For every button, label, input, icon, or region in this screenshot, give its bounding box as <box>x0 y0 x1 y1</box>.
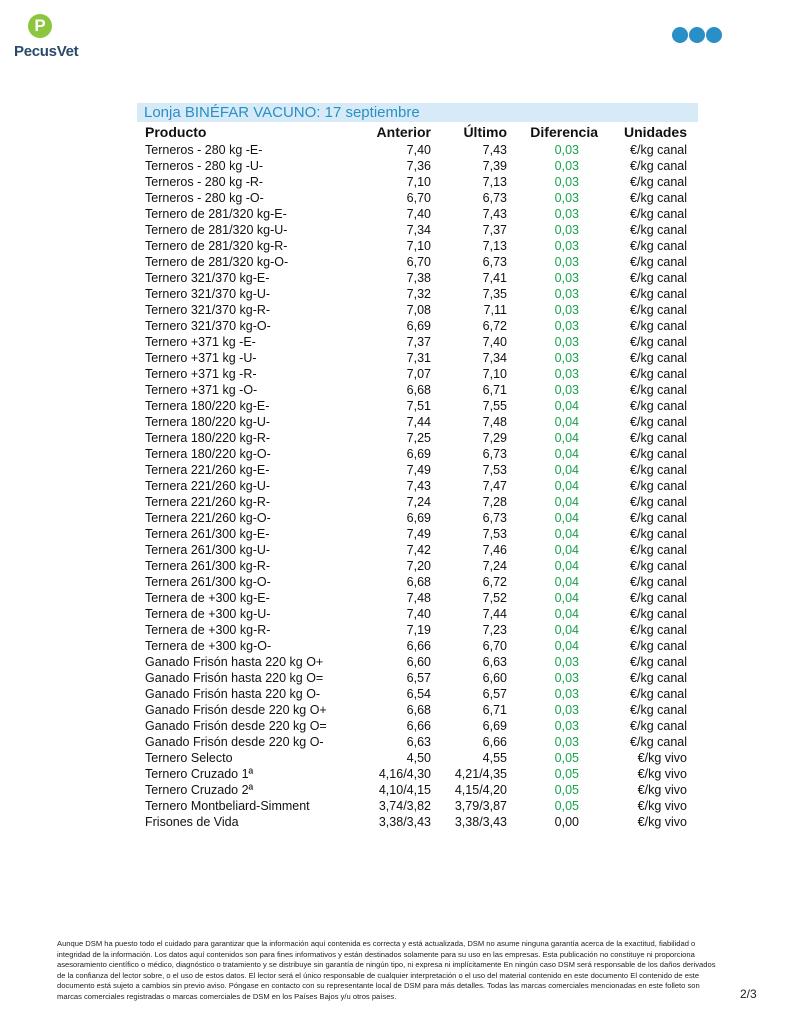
previous-price-cell: 7,37 <box>406 335 431 349</box>
units-cell: €/kg canal <box>630 255 687 269</box>
table-row <box>0 734 791 750</box>
difference-cell: 0,04 <box>554 639 579 653</box>
difference-cell: 0,03 <box>554 719 579 733</box>
units-cell: €/kg canal <box>630 607 687 621</box>
latest-price-cell: 6,73 <box>482 191 507 205</box>
table-row <box>0 366 791 382</box>
difference-cell: 0,04 <box>554 575 579 589</box>
difference-cell: 0,03 <box>554 159 579 173</box>
units-cell: €/kg canal <box>630 623 687 637</box>
latest-price-cell: 6,71 <box>482 383 507 397</box>
previous-price-cell: 7,10 <box>406 175 431 189</box>
previous-price-cell: 7,42 <box>406 543 431 557</box>
previous-price-cell: 7,49 <box>406 527 431 541</box>
latest-price-cell: 7,46 <box>482 543 507 557</box>
latest-price-cell: 6,72 <box>482 575 507 589</box>
dsm-dots-icon <box>672 27 722 43</box>
latest-price-cell: 7,43 <box>482 143 507 157</box>
units-cell: €/kg canal <box>630 655 687 669</box>
units-cell: €/kg canal <box>630 719 687 733</box>
product-cell: Ternero 321/370 kg-R- <box>145 303 271 317</box>
dot-icon <box>689 27 705 43</box>
previous-price-cell: 7,40 <box>406 607 431 621</box>
difference-cell: 0,03 <box>554 319 579 333</box>
table-row <box>0 142 791 158</box>
table-row <box>0 814 791 830</box>
logo-text: PecusVet <box>14 43 79 60</box>
difference-cell: 0,04 <box>554 527 579 541</box>
difference-cell: 0,03 <box>554 175 579 189</box>
latest-price-cell: 6,57 <box>482 687 507 701</box>
logo-mark-letter: P <box>34 16 46 35</box>
product-cell: Ternera 221/260 kg-O- <box>145 511 271 525</box>
product-cell: Ternera de +300 kg-R- <box>145 623 271 637</box>
latest-price-cell: 6,73 <box>482 447 507 461</box>
table-row <box>0 702 791 718</box>
latest-price-cell: 7,13 <box>482 239 507 253</box>
table-row <box>0 318 791 334</box>
previous-price-cell: 6,66 <box>406 639 431 653</box>
product-cell: Ganado Frisón hasta 220 kg O+ <box>145 655 324 669</box>
difference-cell: 0,03 <box>554 687 579 701</box>
previous-price-cell: 7,49 <box>406 463 431 477</box>
difference-cell: 0,03 <box>554 383 579 397</box>
units-cell: €/kg canal <box>630 175 687 189</box>
previous-price-cell: 7,36 <box>406 159 431 173</box>
latest-price-cell: 6,72 <box>482 319 507 333</box>
latest-price-cell: 7,28 <box>482 495 507 509</box>
latest-price-cell: 4,55 <box>482 751 507 765</box>
table-row <box>0 750 791 766</box>
table-row <box>0 638 791 654</box>
units-cell: €/kg canal <box>630 671 687 685</box>
table-row <box>0 206 791 222</box>
latest-price-cell: 6,71 <box>482 703 507 717</box>
previous-price-cell: 6,70 <box>406 191 431 205</box>
table-row <box>0 510 791 526</box>
previous-price-cell: 3,74/3,82 <box>378 799 431 813</box>
logo-mark-icon <box>28 14 52 38</box>
latest-price-cell: 7,13 <box>482 175 507 189</box>
column-header-units: Unidades <box>623 124 687 140</box>
table-row <box>0 174 791 190</box>
pecusvet-logo <box>14 14 84 64</box>
table-row <box>0 622 791 638</box>
previous-price-cell: 6,60 <box>406 655 431 669</box>
product-cell: Ternero de 281/320 kg-U- <box>145 223 288 237</box>
difference-cell: 0,03 <box>554 367 579 381</box>
previous-price-cell: 7,48 <box>406 591 431 605</box>
table-row <box>0 606 791 622</box>
product-cell: Ternera de +300 kg-E- <box>145 591 270 605</box>
table-row <box>0 686 791 702</box>
difference-cell: 0,03 <box>554 207 579 221</box>
latest-price-cell: 3,79/3,87 <box>454 799 507 813</box>
product-cell: Ternero 321/370 kg-U- <box>145 287 271 301</box>
previous-price-cell: 6,63 <box>406 735 431 749</box>
product-cell: Ternera 221/260 kg-R- <box>145 495 271 509</box>
units-cell: €/kg canal <box>630 479 687 493</box>
product-cell: Ternero +371 kg -O- <box>145 383 258 397</box>
latest-price-cell: 7,11 <box>483 303 507 317</box>
previous-price-cell: 7,20 <box>406 559 431 573</box>
table-row <box>0 526 791 542</box>
units-cell: €/kg canal <box>630 543 687 557</box>
table-row <box>0 766 791 782</box>
difference-cell: 0,05 <box>554 751 579 765</box>
latest-price-cell: 7,35 <box>482 287 507 301</box>
difference-cell: 0,04 <box>554 447 579 461</box>
previous-price-cell: 7,44 <box>406 415 431 429</box>
previous-price-cell: 6,68 <box>406 575 431 589</box>
previous-price-cell: 7,38 <box>406 271 431 285</box>
units-cell: €/kg canal <box>630 351 687 365</box>
difference-cell: 0,03 <box>554 655 579 669</box>
table-row <box>0 782 791 798</box>
difference-cell: 0,05 <box>554 767 579 781</box>
previous-price-cell: 6,68 <box>406 703 431 717</box>
previous-price-cell: 7,43 <box>406 479 431 493</box>
units-cell: €/kg vivo <box>637 767 687 781</box>
units-cell: €/kg vivo <box>637 751 687 765</box>
table-row <box>0 414 791 430</box>
latest-price-cell: 6,73 <box>482 255 507 269</box>
units-cell: €/kg canal <box>630 287 687 301</box>
difference-cell: 0,04 <box>554 623 579 637</box>
difference-cell: 0,03 <box>554 735 579 749</box>
units-cell: €/kg canal <box>630 271 687 285</box>
table-row <box>0 302 791 318</box>
table-row <box>0 238 791 254</box>
units-cell: €/kg canal <box>630 207 687 221</box>
table-row <box>0 670 791 686</box>
difference-cell: 0,04 <box>554 479 579 493</box>
units-cell: €/kg canal <box>630 335 687 349</box>
latest-price-cell: 7,37 <box>482 223 507 237</box>
product-cell: Ternero +371 kg -R- <box>145 367 257 381</box>
difference-cell: 0,03 <box>554 671 579 685</box>
dot-icon <box>672 27 688 43</box>
units-cell: €/kg canal <box>630 303 687 317</box>
latest-price-cell: 7,34 <box>482 351 507 365</box>
table-row <box>0 446 791 462</box>
latest-price-cell: 7,52 <box>482 591 507 605</box>
product-cell: Ternero 321/370 kg-O- <box>145 319 271 333</box>
table-title: Lonja BINÉFAR VACUNO: 17 septiembre <box>144 104 420 121</box>
product-cell: Ternera 180/220 kg-R- <box>145 431 271 445</box>
units-cell: €/kg canal <box>630 639 687 653</box>
latest-price-cell: 6,60 <box>482 671 507 685</box>
latest-price-cell: 7,41 <box>482 271 507 285</box>
units-cell: €/kg canal <box>630 367 687 381</box>
previous-price-cell: 7,10 <box>406 239 431 253</box>
units-cell: €/kg canal <box>630 527 687 541</box>
table-row <box>0 398 791 414</box>
difference-cell: 0,03 <box>554 191 579 205</box>
product-cell: Ganado Frisón hasta 220 kg O- <box>145 687 321 701</box>
product-cell: Ganado Frisón desde 220 kg O= <box>145 719 327 733</box>
product-cell: Terneros - 280 kg -E- <box>145 143 263 157</box>
previous-price-cell: 6,69 <box>406 447 431 461</box>
previous-price-cell: 3,38/3,43 <box>378 815 431 829</box>
previous-price-cell: 7,51 <box>406 399 431 413</box>
difference-cell: 0,03 <box>554 351 579 365</box>
latest-price-cell: 6,70 <box>482 639 507 653</box>
difference-cell: 0,04 <box>554 399 579 413</box>
latest-price-cell: 6,73 <box>482 511 507 525</box>
units-cell: €/kg canal <box>630 191 687 205</box>
table-row <box>0 542 791 558</box>
product-cell: Ternero de 281/320 kg-R- <box>145 239 288 253</box>
table-row <box>0 222 791 238</box>
difference-cell: 0,04 <box>554 511 579 525</box>
latest-price-cell: 7,53 <box>482 463 507 477</box>
table-row <box>0 430 791 446</box>
product-cell: Ternero +371 kg -U- <box>145 351 257 365</box>
column-header-difference: Diferencia <box>530 124 598 140</box>
units-cell: €/kg canal <box>630 575 687 589</box>
product-cell: Ternera de +300 kg-U- <box>145 607 271 621</box>
product-cell: Ganado Frisón desde 220 kg O+ <box>145 703 327 717</box>
previous-price-cell: 6,66 <box>406 719 431 733</box>
page-number: 2/3 <box>740 987 757 1001</box>
difference-cell: 0,03 <box>554 271 579 285</box>
units-cell: €/kg canal <box>630 431 687 445</box>
previous-price-cell: 6,68 <box>406 383 431 397</box>
units-cell: €/kg canal <box>630 703 687 717</box>
product-cell: Ternera de +300 kg-O- <box>145 639 272 653</box>
latest-price-cell: 3,38/3,43 <box>454 815 507 829</box>
product-cell: Terneros - 280 kg -U- <box>145 159 264 173</box>
units-cell: €/kg canal <box>630 223 687 237</box>
difference-cell: 0,03 <box>554 143 579 157</box>
table-row <box>0 718 791 734</box>
latest-price-cell: 6,66 <box>482 735 507 749</box>
difference-cell: 0,05 <box>554 783 579 797</box>
units-cell: €/kg vivo <box>637 783 687 797</box>
latest-price-cell: 6,69 <box>482 719 507 733</box>
units-cell: €/kg canal <box>630 495 687 509</box>
previous-price-cell: 4,16/4,30 <box>378 767 431 781</box>
previous-price-cell: 4,50 <box>406 751 431 765</box>
latest-price-cell: 7,44 <box>482 607 507 621</box>
previous-price-cell: 6,69 <box>406 511 431 525</box>
table-row <box>0 590 791 606</box>
latest-price-cell: 6,63 <box>482 655 507 669</box>
units-cell: €/kg canal <box>630 463 687 477</box>
units-cell: €/kg canal <box>630 559 687 573</box>
table-row <box>0 654 791 670</box>
difference-cell: 0,04 <box>554 463 579 477</box>
product-cell: Terneros - 280 kg -O- <box>145 191 264 205</box>
product-cell: Ternero +371 kg -E- <box>145 335 256 349</box>
previous-price-cell: 6,57 <box>406 671 431 685</box>
product-cell: Ternera 261/300 kg-R- <box>145 559 271 573</box>
units-cell: €/kg canal <box>630 591 687 605</box>
difference-cell: 0,04 <box>554 591 579 605</box>
product-cell: Ganado Frisón desde 220 kg O- <box>145 735 324 749</box>
previous-price-cell: 7,08 <box>406 303 431 317</box>
table-row <box>0 478 791 494</box>
units-cell: €/kg canal <box>630 399 687 413</box>
units-cell: €/kg canal <box>630 159 687 173</box>
difference-cell: 0,04 <box>554 559 579 573</box>
product-cell: Ternero Selecto <box>145 751 233 765</box>
previous-price-cell: 7,40 <box>406 207 431 221</box>
difference-cell: 0,03 <box>554 239 579 253</box>
units-cell: €/kg canal <box>630 383 687 397</box>
difference-cell: 0,04 <box>554 495 579 509</box>
previous-price-cell: 4,10/4,15 <box>378 783 431 797</box>
units-cell: €/kg canal <box>630 319 687 333</box>
difference-cell: 0,03 <box>554 223 579 237</box>
table-row <box>0 574 791 590</box>
table-row <box>0 270 791 286</box>
difference-cell: 0,03 <box>554 287 579 301</box>
latest-price-cell: 4,21/4,35 <box>454 767 507 781</box>
table-row <box>0 190 791 206</box>
previous-price-cell: 7,25 <box>406 431 431 445</box>
units-cell: €/kg vivo <box>637 815 687 829</box>
product-cell: Ternera 261/300 kg-E- <box>145 527 270 541</box>
product-cell: Ternero de 281/320 kg-E- <box>145 207 287 221</box>
product-cell: Ternera 221/260 kg-U- <box>145 479 271 493</box>
previous-price-cell: 7,07 <box>406 367 431 381</box>
latest-price-cell: 7,24 <box>482 559 507 573</box>
product-cell: Ternero Montbeliard-Simment <box>145 799 310 813</box>
column-header-latest: Último <box>463 124 507 140</box>
previous-price-cell: 7,24 <box>406 495 431 509</box>
product-cell: Ternero Cruzado 1ª <box>145 767 254 781</box>
table-row <box>0 350 791 366</box>
latest-price-cell: 7,23 <box>482 623 507 637</box>
units-cell: €/kg canal <box>630 447 687 461</box>
previous-price-cell: 7,34 <box>406 223 431 237</box>
table-row <box>0 798 791 814</box>
difference-cell: 0,05 <box>554 799 579 813</box>
previous-price-cell: 6,69 <box>406 319 431 333</box>
units-cell: €/kg vivo <box>637 799 687 813</box>
previous-price-cell: 6,54 <box>406 687 431 701</box>
latest-price-cell: 7,10 <box>482 367 507 381</box>
units-cell: €/kg canal <box>630 511 687 525</box>
table-row <box>0 494 791 510</box>
difference-cell: 0,03 <box>554 255 579 269</box>
product-cell: Ternero Cruzado 2ª <box>145 783 254 797</box>
previous-price-cell: 6,70 <box>406 255 431 269</box>
units-cell: €/kg canal <box>630 239 687 253</box>
difference-cell: 0,00 <box>554 815 579 829</box>
table-row <box>0 158 791 174</box>
product-cell: Ternera 180/220 kg-O- <box>145 447 271 461</box>
latest-price-cell: 7,47 <box>482 479 507 493</box>
latest-price-cell: 7,48 <box>482 415 507 429</box>
product-cell: Terneros - 280 kg -R- <box>145 175 264 189</box>
table-row <box>0 382 791 398</box>
column-header-product: Producto <box>145 124 207 140</box>
units-cell: €/kg canal <box>630 735 687 749</box>
product-cell: Ternera 180/220 kg-U- <box>145 415 271 429</box>
product-cell: Ganado Frisón hasta 220 kg O= <box>145 671 324 685</box>
previous-price-cell: 7,19 <box>406 623 431 637</box>
table-row <box>0 558 791 574</box>
difference-cell: 0,03 <box>554 703 579 717</box>
difference-cell: 0,04 <box>554 415 579 429</box>
product-cell: Ternera 261/300 kg-O- <box>145 575 271 589</box>
latest-price-cell: 7,40 <box>482 335 507 349</box>
previous-price-cell: 7,31 <box>406 351 431 365</box>
product-cell: Ternera 180/220 kg-E- <box>145 399 270 413</box>
difference-cell: 0,03 <box>554 303 579 317</box>
disclaimer-text: Aunque DSM ha puesto todo el cuidado para garantizar que la información aquí contenida es correcta y está actualizada, DSM no asume ninguna garantía acerca de la exactitud, fiabilidad o integridad de la información. Los datos aquí contenidos son para fines informativos y están destinados solamente para su uso en las empresas. Esta publicación no constituye ni proporciona asesoramiento científico o médico, diagnóstico o tratamiento y se distribuye sin garantía de ningún tipo, ni expresa ni implícitamente En ningún caso DSM será responsable de los daños derivados de la confianza del lector sobre, o el uso de estos datos. El lector será el único responsable de cualquier interpretación o el uso del material contenido en este documento El contenido de este documento está sujeto a cambios sin previo aviso. Póngase en contacto con su representante local de DSM para más detalles. Todas las marcas comerciales mencionadas en este folleto son marcas comerciales registradas o marcas comerciales de DSM en los Países Bajos y/u otros países. <box>57 939 716 1001</box>
previous-price-cell: 7,32 <box>406 287 431 301</box>
column-header-previous: Anterior <box>376 124 431 140</box>
difference-cell: 0,03 <box>554 335 579 349</box>
product-cell: Ternera 261/300 kg-U- <box>145 543 271 557</box>
latest-price-cell: 7,43 <box>482 207 507 221</box>
difference-cell: 0,04 <box>554 543 579 557</box>
difference-cell: 0,04 <box>554 431 579 445</box>
product-cell: Frisones de Vida <box>145 815 239 829</box>
latest-price-cell: 7,53 <box>482 527 507 541</box>
product-cell: Ternero de 281/320 kg-O- <box>145 255 289 269</box>
latest-price-cell: 7,39 <box>482 159 507 173</box>
product-cell: Ternero 321/370 kg-E- <box>145 271 270 285</box>
units-cell: €/kg canal <box>630 143 687 157</box>
table-row <box>0 286 791 302</box>
dot-icon <box>706 27 722 43</box>
product-cell: Ternera 221/260 kg-E- <box>145 463 270 477</box>
latest-price-cell: 4,15/4,20 <box>454 783 507 797</box>
latest-price-cell: 7,55 <box>482 399 507 413</box>
previous-price-cell: 7,40 <box>406 143 431 157</box>
units-cell: €/kg canal <box>630 687 687 701</box>
table-row <box>0 254 791 270</box>
latest-price-cell: 7,29 <box>482 431 507 445</box>
units-cell: €/kg canal <box>630 415 687 429</box>
difference-cell: 0,04 <box>554 607 579 621</box>
table-row <box>0 462 791 478</box>
table-row <box>0 334 791 350</box>
